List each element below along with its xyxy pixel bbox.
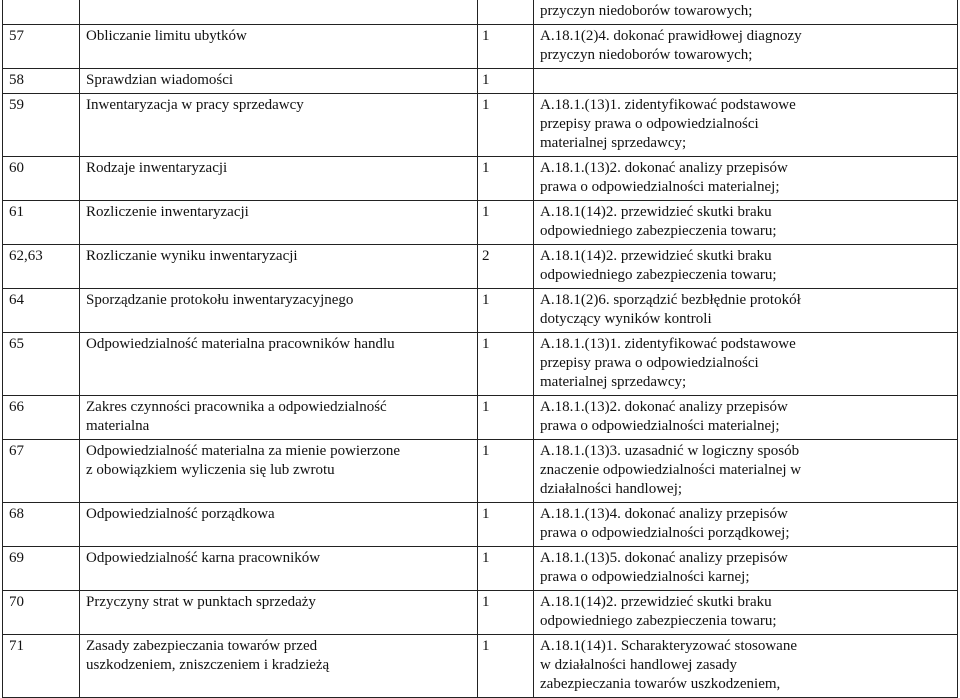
cell-number: 67: [3, 440, 80, 503]
cell-hours: 1: [478, 201, 534, 245]
topic-line: Rozliczanie wyniku inwentaryzacji: [86, 248, 298, 264]
outcome-line: odpowiedniego zabezpieczenia towaru;: [540, 267, 777, 283]
cell-hours: 1: [478, 396, 534, 440]
cell-outcome: [534, 94, 958, 157]
cell-hours: 1: [478, 503, 534, 547]
table-row: [3, 289, 958, 333]
cell-number: 66: [3, 396, 80, 440]
table-row: [3, 201, 958, 245]
table-row: [3, 440, 958, 503]
cell-topic: [80, 69, 478, 94]
cell-outcome: [534, 591, 958, 635]
outcome-line: działalności handlowej;: [540, 481, 683, 497]
table-row: [3, 245, 958, 289]
outcome-line: przyczyn niedoborów towarowych;: [540, 47, 753, 63]
outcome-line: w działalności handlowej zasady: [540, 657, 738, 673]
cell-topic: [80, 157, 478, 201]
cell-topic: [80, 440, 478, 503]
cell-outcome: [534, 547, 958, 591]
cell-number: 58: [3, 69, 80, 94]
topic-line: Odpowiedzialność porządkowa: [86, 506, 275, 522]
cell-hours: 2: [478, 245, 534, 289]
outcome-line: A.18.1(2)6. sporządzić bezbłędnie protokół: [540, 292, 801, 308]
table-row: [3, 333, 958, 396]
cell-outcome: [534, 157, 958, 201]
cell-topic: [80, 0, 478, 25]
cell-hours: 1: [478, 69, 534, 94]
cell-number: 65: [3, 333, 80, 396]
topic-line: Rodzaje inwentaryzacji: [86, 160, 228, 176]
table-row: [3, 396, 958, 440]
cell-hours: 1: [478, 94, 534, 157]
cell-outcome: [534, 503, 958, 547]
outcome-line: A.18.1(14)2. przewidzieć skutki braku: [540, 248, 772, 264]
outcome-line: dotyczący wyników kontroli: [540, 311, 712, 327]
topic-line: materialna: [86, 418, 150, 434]
outcome-line: A.18.1(14)2. przewidzieć skutki braku: [540, 204, 772, 220]
topic-line: Sprawdzian wiadomości: [86, 72, 234, 88]
cell-topic: [80, 25, 478, 69]
topic-line: Odpowiedzialność materialna za mienie powierzone: [86, 443, 401, 459]
cell-outcome: [534, 440, 958, 503]
topic-line: Inwentaryzacja w pracy sprzedawcy: [86, 97, 304, 113]
cell-outcome: [534, 25, 958, 69]
table-row: [3, 547, 958, 591]
outcome-line: A.18.1(2)4. dokonać prawidłowej diagnozy: [540, 28, 802, 44]
outcome-line: A.18.1.(13)2. dokonać analizy przepisów: [540, 160, 788, 176]
table-row: [3, 503, 958, 547]
cell-hours: 1: [478, 25, 534, 69]
table-row: [3, 25, 958, 69]
outcome-line: A.18.1.(13)1. zidentyfikować podstawowe: [540, 336, 796, 352]
table-row: [3, 591, 958, 635]
cell-outcome: [534, 0, 958, 25]
cell-topic: [80, 396, 478, 440]
cell-number: 61: [3, 201, 80, 245]
cell-number: [3, 0, 80, 25]
cell-outcome: [534, 289, 958, 333]
cell-hours: 1: [478, 635, 534, 698]
table-row: [3, 635, 958, 698]
cell-number: 64: [3, 289, 80, 333]
topic-line: z obowiązkiem wyliczenia się lub zwrotu: [86, 462, 335, 478]
cell-number: 70: [3, 591, 80, 635]
outcome-line: prawa o odpowiedzialności materialnej;: [540, 179, 780, 195]
curriculum-table: [2, 0, 958, 698]
outcome-line: znaczenie odpowiedzialności materialnej w: [540, 462, 802, 478]
outcome-line: materialnej sprzedawcy;: [540, 135, 687, 151]
cell-topic: [80, 333, 478, 396]
cell-number: 71: [3, 635, 80, 698]
table-row: [3, 157, 958, 201]
topic-line: Obliczanie limitu ubytków: [86, 28, 247, 44]
outcome-line: odpowiedniego zabezpieczenia towaru;: [540, 223, 777, 239]
cell-number: 62,63: [3, 245, 80, 289]
outcome-line: A.18.1.(13)2. dokonać analizy przepisów: [540, 399, 788, 415]
cell-topic: [80, 591, 478, 635]
topic-line: Rozliczenie inwentaryzacji: [86, 204, 249, 220]
outcome-line: odpowiedniego zabezpieczenia towaru;: [540, 613, 777, 629]
cell-topic: [80, 503, 478, 547]
cell-hours: 1: [478, 333, 534, 396]
outcome-line: prawa o odpowiedzialności materialnej;: [540, 418, 780, 434]
outcome-line: A.18.1.(13)3. uzasadnić w logiczny sposób: [540, 443, 800, 459]
topic-line: Zakres czynności pracownika a odpowiedzialność: [86, 399, 387, 415]
table-row: [3, 69, 958, 94]
cell-outcome: [534, 245, 958, 289]
outcome-line: przepisy prawa o odpowiedzialności: [540, 355, 759, 371]
outcome-line: zabezpieczania towarów uszkodzeniem,: [540, 676, 781, 692]
cell-outcome: [534, 396, 958, 440]
cell-hours: [478, 0, 534, 25]
cell-number: 60: [3, 157, 80, 201]
outcome-line: A.18.1.(13)4. dokonać analizy przepisów: [540, 506, 788, 522]
outcome-line: przyczyn niedoborów towarowych;: [540, 3, 753, 19]
outcome-line: A.18.1(14)2. przewidzieć skutki braku: [540, 594, 772, 610]
cell-hours: 1: [478, 591, 534, 635]
cell-number: 69: [3, 547, 80, 591]
topic-line: Sporządzanie protokołu inwentaryzacyjnego: [86, 292, 354, 308]
topic-line: Odpowiedzialność karna pracowników: [86, 550, 321, 566]
cell-outcome: [534, 201, 958, 245]
cell-number: 68: [3, 503, 80, 547]
outcome-line: przepisy prawa o odpowiedzialności: [540, 116, 759, 132]
outcome-line: materialnej sprzedawcy;: [540, 374, 687, 390]
cell-hours: 1: [478, 157, 534, 201]
cell-hours: 1: [478, 289, 534, 333]
cell-topic: [80, 201, 478, 245]
outcome-line: A.18.1.(13)5. dokonać analizy przepisów: [540, 550, 788, 566]
cell-hours: 1: [478, 440, 534, 503]
cell-topic: [80, 547, 478, 591]
outcome-line: A.18.1.(13)1. zidentyfikować podstawowe: [540, 97, 796, 113]
cell-outcome: [534, 635, 958, 698]
table-body: [3, 0, 958, 698]
cell-outcome: [534, 333, 958, 396]
cell-hours: 1: [478, 547, 534, 591]
cell-topic: [80, 245, 478, 289]
cell-outcome: [534, 69, 958, 94]
topic-line: uszkodzeniem, zniszczeniem i kradzieżą: [86, 657, 330, 673]
outcome-line: A.18.1(14)1. Scharakteryzować stosowane: [540, 638, 797, 654]
outcome-line: prawa o odpowiedzialności porządkowej;: [540, 525, 790, 541]
cell-number: 57: [3, 25, 80, 69]
topic-line: Zasady zabezpieczania towarów przed: [86, 638, 318, 654]
cell-topic: [80, 635, 478, 698]
cell-topic: [80, 289, 478, 333]
topic-line: Przyczyny strat w punktach sprzedaży: [86, 594, 316, 610]
cell-topic: [80, 94, 478, 157]
table-row: [3, 94, 958, 157]
cell-number: 59: [3, 94, 80, 157]
outcome-line: prawa o odpowiedzialności karnej;: [540, 569, 750, 585]
topic-line: Odpowiedzialność materialna pracowników handlu: [86, 336, 395, 352]
table-row-continued: [3, 0, 958, 25]
